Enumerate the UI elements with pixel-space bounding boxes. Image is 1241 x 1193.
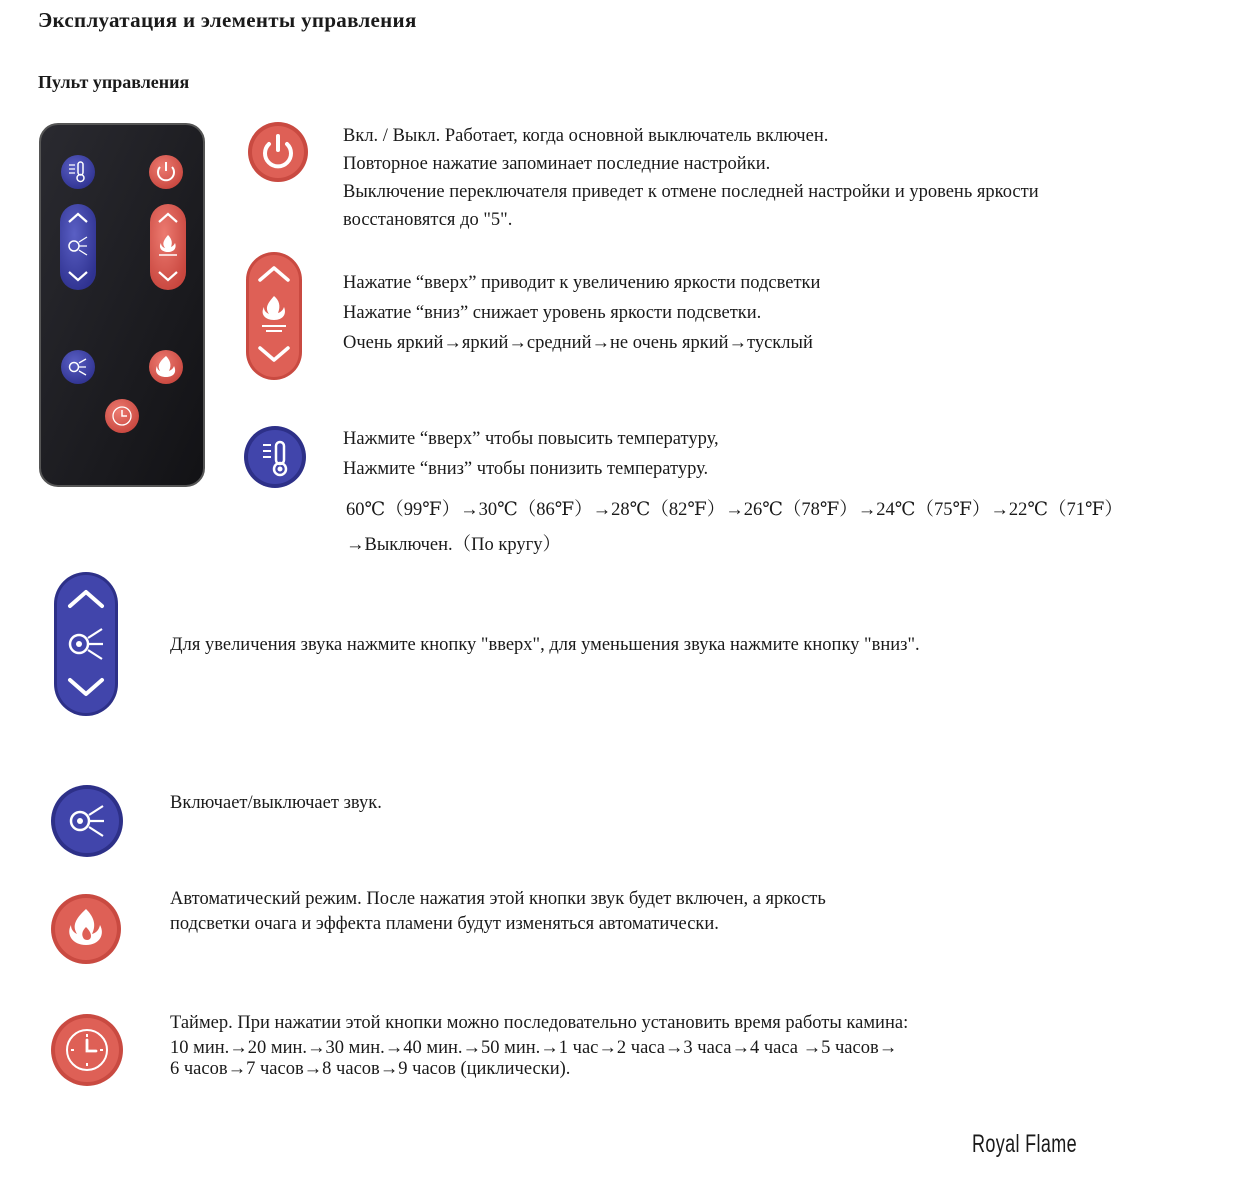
timer-description [170,1011,908,1082]
brightness-line-3: Очень яркий→яркий→средний→не очень яркий→тусклый [343,333,813,353]
auto-line-2: подсветки очага и эффекта пламени будут изменяться автоматически. [170,914,719,934]
brightness-line-1: Нажатие “вверх” приводит к увеличению яркости подсветки [343,273,821,293]
power-line-3: Выключение переключателя приведет к отмене последней настройки и уровень яркости [343,182,1039,202]
brand-logo-text: Royal Flame [972,1130,1077,1158]
temperature-line-2: Нажмите “вниз” чтобы понизить температуру. [343,459,709,479]
auto-description [170,887,826,937]
power-description [343,122,1039,234]
thermometer-icon [243,425,307,489]
flame-brightness-icon [244,250,304,382]
volume-rocker-icon [52,570,120,718]
auto-line-1: Автоматический режим. После нажатия этой кнопки звук будет включен, а яркость [170,889,826,909]
timer-line-2: 10 мин.→20 мин.→30 мин.→40 мин.→50 мин.→1 час→2 часа→3 часа→4 часа →5 часов→ [170,1038,898,1058]
temperature-sequence: 60℃（99℉）→30℃（86℉）→28℃（82℉）→26℃（78℉）→24℃（75℉）→22℃（71℉） [346,500,1123,520]
timer-line-3: 6 часов→7 часов→8 часов→9 часов (циклически). [170,1059,571,1079]
brightness-description [343,268,820,358]
page-title: Эксплуатация и элементы управления [38,8,417,32]
brightness-line-2: Нажатие “вниз” снижает уровень яркости подсветки. [343,303,762,323]
remote-control-image [38,122,206,488]
power-line-4: восстановятся до "5". [343,210,513,230]
power-icon [246,120,310,184]
timer-line-1: Таймер. При нажатии этой кнопки можно последовательно установить время работы камина: [170,1013,909,1033]
volume-description: Для увеличения звука нажмите кнопку "вверх", для уменьшения звука нажмите кнопку "вниз". [170,635,920,655]
section-subtitle: Пульт управления [38,72,190,92]
temperature-sequence-end: →Выключен.（По кругу） [346,535,561,555]
clock-icon [50,1013,124,1087]
mute-description: Включает/выключает звук. [170,793,382,813]
power-line-1: Вкл. / Выкл. Работает, когда основной выключатель включен. [343,126,829,146]
temperature-line-1: Нажмите “вверх” чтобы повысить температуру, [343,429,719,449]
temperature-description [343,424,719,484]
sound-icon [50,784,124,858]
fire-icon [50,893,122,965]
power-line-2: Повторное нажатие запоминает последние настройки. [343,154,771,174]
